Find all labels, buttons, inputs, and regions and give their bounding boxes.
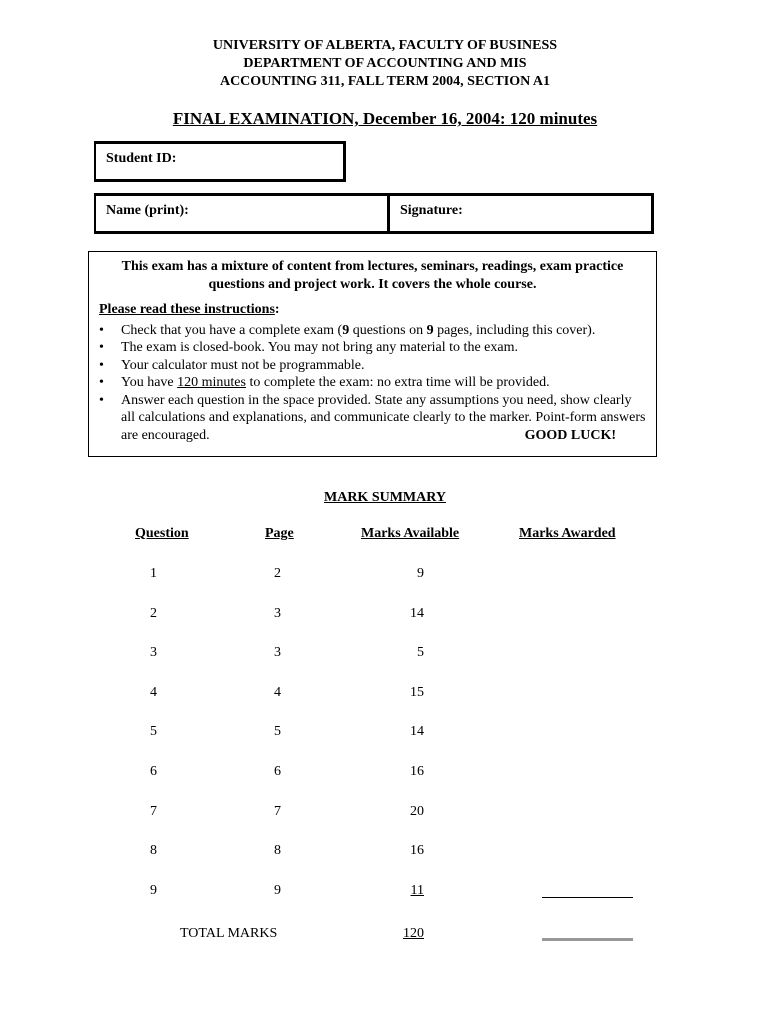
page-number: 3 bbox=[274, 605, 281, 621]
marks-available: 14 bbox=[410, 605, 424, 621]
page-number: 2 bbox=[274, 566, 281, 581]
question-number: 3 bbox=[150, 645, 157, 661]
name-label: Name (print): bbox=[106, 203, 189, 218]
exam-header bbox=[0, 37, 770, 91]
page-number: 5 bbox=[274, 724, 281, 740]
page-number: 9 bbox=[274, 882, 281, 898]
question-number: 2 bbox=[150, 605, 157, 621]
page-number: 6 bbox=[274, 764, 281, 779]
marks-available: 14 bbox=[410, 724, 424, 740]
question-number: 8 bbox=[150, 843, 157, 859]
signature-label: Signature: bbox=[400, 203, 463, 218]
marks-available: 5 bbox=[417, 645, 424, 661]
page-number: 4 bbox=[274, 684, 281, 700]
question-number: 6 bbox=[150, 764, 157, 779]
marks-available: 11 bbox=[410, 882, 424, 898]
page-number: 3 bbox=[274, 645, 281, 661]
question-number: 4 bbox=[150, 684, 157, 700]
good-luck: GOOD LUCK! bbox=[524, 427, 616, 443]
question-number: 5 bbox=[150, 724, 157, 740]
student-id-field[interactable] bbox=[94, 141, 346, 182]
total-awarded-line[interactable] bbox=[542, 938, 633, 941]
mark-summary-title: MARK SUMMARY bbox=[324, 490, 446, 505]
header-course: ACCOUNTING 311, FALL TERM 2004, SECTION A1 bbox=[219, 74, 551, 89]
instruction-item: • Your calculator must not be programmable. bbox=[99, 357, 646, 375]
marks-available: 9 bbox=[417, 566, 424, 581]
total-marks-value: 120 bbox=[403, 926, 424, 941]
marks-available: 20 bbox=[410, 803, 424, 819]
question-number: 1 bbox=[150, 566, 157, 581]
instruction-item: • The exam is closed-book. You may not bring any material to the exam. bbox=[99, 339, 646, 357]
marks-available: 15 bbox=[410, 684, 424, 700]
question-number: 9 bbox=[150, 882, 157, 898]
marks-awarded-line[interactable] bbox=[542, 897, 633, 898]
header-question: Question bbox=[135, 526, 189, 541]
instruction-item: • Answer each question in the space provided. State any assumptions you need, show clearly all calculations and explanations, and communicate clearly to the marker. Point-form answers are encouraged. GOOD LUCK! bbox=[99, 392, 646, 445]
header-marks-available: Marks Available bbox=[361, 526, 460, 541]
instruction-item: • You have 120 minutes to complete the exam: no extra time will be provided. bbox=[99, 374, 646, 392]
instructions-list bbox=[99, 322, 646, 445]
header-university: UNIVERSITY OF ALBERTA, FACULTY OF BUSINESS bbox=[212, 38, 558, 53]
student-id-label: Student ID: bbox=[106, 151, 177, 166]
marks-available: 16 bbox=[410, 843, 424, 859]
header-department: DEPARTMENT OF ACCOUNTING AND MIS bbox=[243, 56, 527, 71]
page-number: 8 bbox=[274, 843, 281, 859]
instruction-item: • Check that you have a complete exam (9 questions on 9 pages, including this cover). bbox=[99, 322, 646, 340]
name-field[interactable] bbox=[94, 193, 389, 234]
instructions-intro: This exam has a mixture of content from lectures, seminars, readings, exam practice questions and project work. It covers the whole course. bbox=[121, 259, 624, 292]
signature-field[interactable] bbox=[389, 193, 654, 234]
instructions-heading: Please read these instructions: bbox=[99, 302, 280, 317]
question-number: 7 bbox=[150, 803, 157, 819]
header-page: Page bbox=[265, 526, 294, 541]
exam-title: FINAL EXAMINATION, December 16, 2004: 120 minutes bbox=[172, 109, 598, 128]
marks-available: 16 bbox=[410, 764, 424, 779]
instructions-box bbox=[88, 251, 657, 457]
header-marks-awarded: Marks Awarded bbox=[519, 526, 616, 541]
total-marks-label: TOTAL MARKS bbox=[180, 926, 278, 941]
page-number: 7 bbox=[274, 803, 281, 819]
